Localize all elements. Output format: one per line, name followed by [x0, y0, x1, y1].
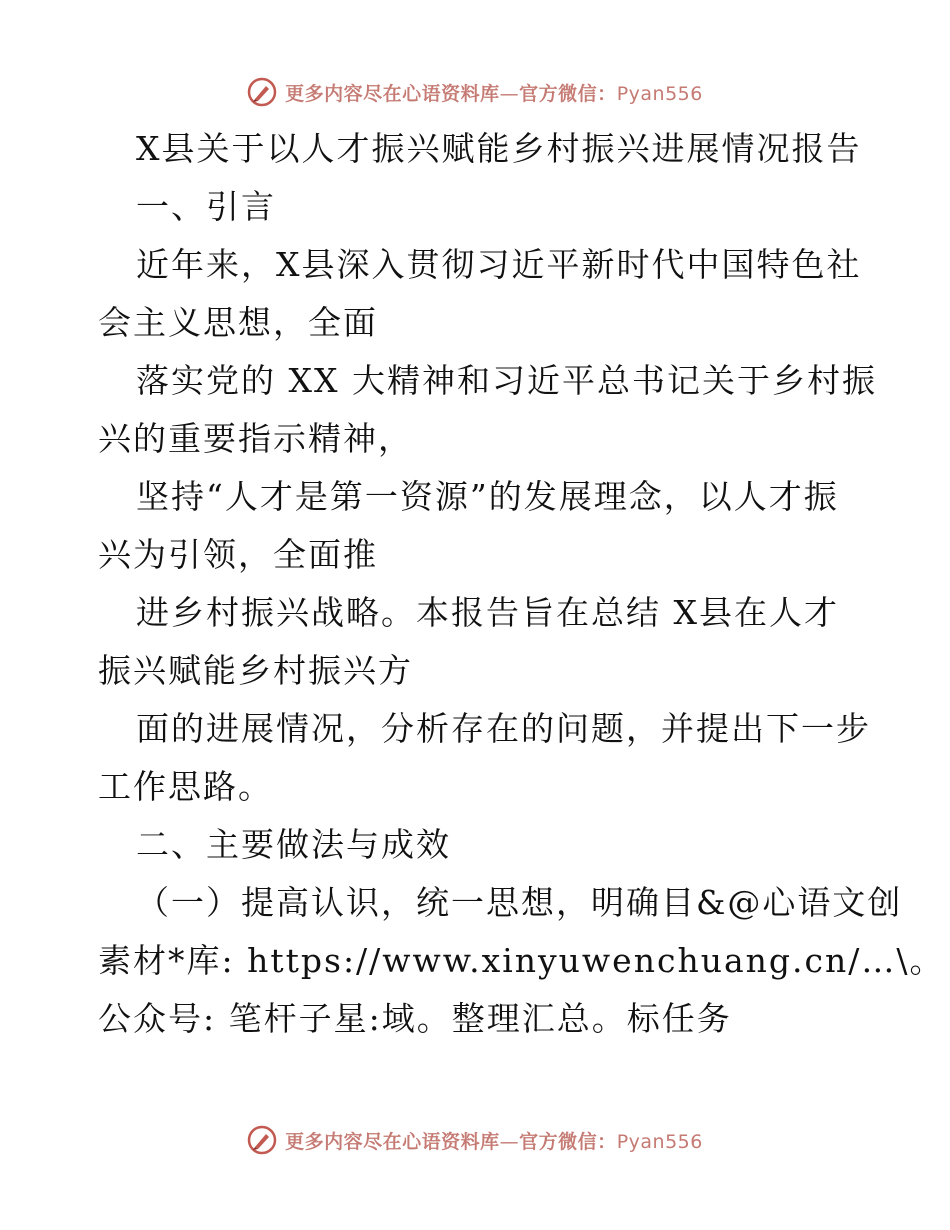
section-heading-intro: 一、引言	[136, 187, 276, 226]
document-title: X县关于以人才振兴赋能乡村振兴进展情况报告	[136, 129, 862, 168]
paragraph-line: 近年来，X县深入贯彻习近平新时代中国特色社	[136, 245, 862, 284]
watermark-text	[285, 1127, 703, 1154]
watermark-brand: 更多内容尽在心语资料库	[285, 82, 500, 105]
paragraph-line: 素材*库: https://www.xinyuwenchuang.cn/…\。	[98, 941, 945, 980]
header-watermark	[0, 72, 950, 112]
paragraph-line: 面的进展情况，分析存在的问题，并提出下一步	[136, 709, 871, 748]
pen-logo-icon	[247, 1125, 277, 1155]
footer-watermark	[0, 1120, 950, 1160]
subsection-heading: （一）提高认识，统一思想，明确目&@心语文创	[136, 883, 903, 922]
watermark-contact-label: 官方微信：	[519, 82, 617, 105]
watermark-contact-id: Pyan556	[616, 1130, 703, 1153]
paragraph-line: 坚持“人才是第一资源”的发展理念，以人才振	[136, 477, 839, 516]
paragraph-line: 落实党的 XX 大精神和习近平总书记关于乡村振	[136, 361, 877, 400]
watermark-contact-label: 官方微信：	[519, 1130, 617, 1153]
paragraph-line: 会主义思想，全面	[98, 303, 378, 342]
paragraph-line: 公众号: 笔杆子星:域。整理汇总。标任务	[98, 999, 732, 1038]
paragraph-line: 兴的重要指示精神，	[98, 419, 413, 458]
watermark-text	[285, 79, 703, 106]
paragraph-line: 兴为引领，全面推	[98, 535, 378, 574]
section-heading-practices: 二、主要做法与成效	[136, 825, 451, 864]
paragraph-line: 振兴赋能乡村振兴方	[98, 651, 413, 690]
document-body	[98, 120, 945, 1048]
watermark-separator: —	[499, 1130, 520, 1153]
watermark-contact-id: Pyan556	[616, 82, 703, 105]
pen-logo-icon	[247, 77, 277, 107]
paragraph-line: 进乡村振兴战略。本报告旨在总结 X县在人才	[136, 593, 839, 632]
watermark-brand: 更多内容尽在心语资料库	[285, 1130, 500, 1153]
paragraph-line: 工作思路。	[98, 767, 273, 806]
watermark-separator: —	[499, 82, 520, 105]
